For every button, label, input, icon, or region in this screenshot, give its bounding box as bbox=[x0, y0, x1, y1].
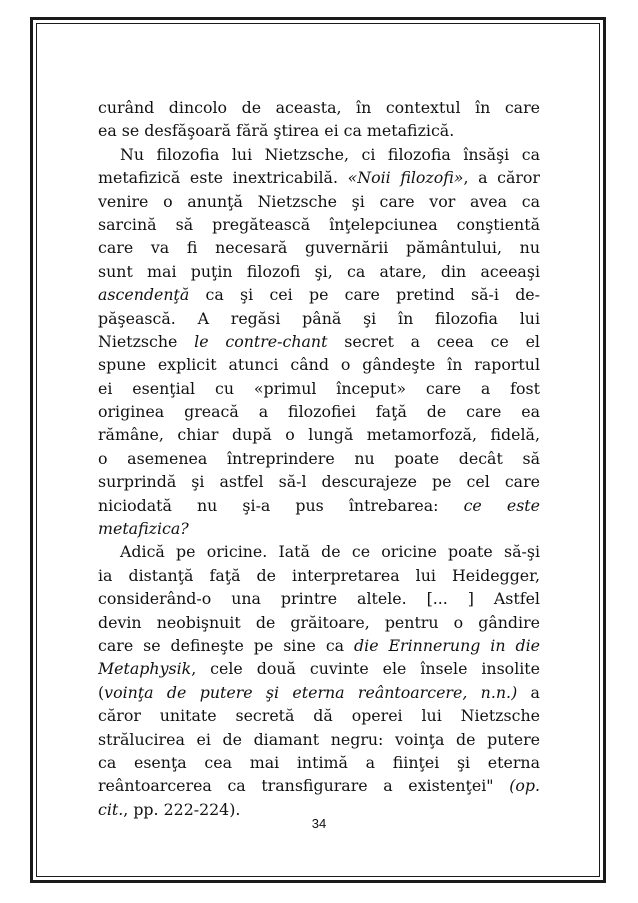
text-segment: ea se desfăşoară fără ştirea ei ca metafizică. bbox=[98, 121, 455, 141]
text-line bbox=[98, 634, 540, 657]
text-segment: , pp. 222-224). bbox=[123, 799, 241, 819]
text-line bbox=[98, 728, 540, 751]
text-line bbox=[98, 166, 540, 189]
text-line bbox=[98, 260, 540, 283]
text-segment: a bbox=[517, 682, 540, 702]
text-segment: o asemenea întreprindere nu poate decât să bbox=[98, 448, 540, 468]
italic-text: ce este bbox=[463, 495, 540, 515]
italic-text: die Erinnerung in die bbox=[354, 635, 540, 655]
text-segment: ( bbox=[98, 682, 105, 702]
text-line bbox=[98, 190, 540, 213]
text-line bbox=[98, 307, 540, 330]
text-segment: care va fi necesară guvernării pământului, nu bbox=[98, 238, 540, 258]
italic-text: ascendenţă bbox=[98, 285, 190, 305]
italic-text: «Noii filozofi» bbox=[347, 168, 464, 188]
text-segment: metafizică este inextricabilă. bbox=[98, 168, 348, 188]
text-segment: Adică pe oricine. Iată de ce oricine poate să-şi bbox=[120, 542, 540, 562]
text-segment: reântoarcerea ca transfigurare a existenţei" bbox=[98, 776, 510, 796]
italic-text: Metaphysik bbox=[98, 659, 192, 679]
text-segment: Nu filozofia lui Nietzsche, ci filozofia însăşi ca bbox=[120, 144, 540, 164]
text-line bbox=[98, 657, 540, 680]
text-line bbox=[98, 143, 540, 166]
text-line bbox=[98, 681, 540, 704]
text-line bbox=[98, 423, 540, 446]
text-line bbox=[98, 213, 540, 236]
text-segment: păşească. A regăsi până şi în filozofia lui bbox=[98, 308, 540, 328]
text-line bbox=[98, 400, 540, 423]
page-number: 34 bbox=[311, 816, 327, 831]
text-segment: devin neobişnuit de grăitoare, pentru o gândire bbox=[98, 612, 540, 632]
text-line bbox=[98, 353, 540, 376]
text-line bbox=[98, 236, 540, 259]
text-segment: sarcină să pregătească înţelepciunea conştientă bbox=[98, 214, 540, 234]
text-segment: ia distanţă faţă de interpretarea lui Heidegger, bbox=[98, 565, 540, 585]
body-text bbox=[98, 96, 540, 821]
text-segment: ca şi cei pe care pretind să-i de- bbox=[189, 285, 540, 305]
text-segment: considerând-o una printre altele. [... ] Astfel bbox=[98, 589, 540, 609]
italic-text: cit. bbox=[98, 799, 124, 819]
text-line bbox=[98, 494, 540, 517]
text-line bbox=[98, 564, 540, 587]
text-segment: strălucirea ei de diamant negru: voinţa de putere bbox=[98, 729, 540, 749]
italic-text: voinţa de putere şi eterna reântoarcere, n.n.) bbox=[104, 682, 518, 702]
text-line bbox=[98, 470, 540, 493]
text-line bbox=[98, 774, 540, 797]
text-segment: niciodată nu şi-a pus întrebarea: bbox=[98, 495, 464, 515]
text-segment: surprindă şi astfel să-l descurajeze pe cel care bbox=[98, 472, 540, 492]
text-line bbox=[98, 540, 540, 563]
italic-text: le contre-chant bbox=[194, 331, 328, 351]
text-segment: care se defineşte pe sine ca bbox=[98, 635, 355, 655]
text-segment: căror unitate secretă dă operei lui Nietzsche bbox=[98, 706, 540, 726]
text-line bbox=[98, 611, 540, 634]
text-segment: , cele două cuvinte ele însele insolite bbox=[191, 659, 540, 679]
text-line bbox=[98, 377, 540, 400]
text-line bbox=[98, 517, 540, 540]
text-segment: originea greacă a filozofiei faţă de care ea bbox=[98, 402, 540, 422]
text-segment: ei esenţial cu «primul început» care a fost bbox=[98, 378, 540, 398]
italic-text: (op. bbox=[509, 776, 540, 796]
text-line bbox=[98, 447, 540, 470]
text-line bbox=[98, 330, 540, 353]
text-segment: Nietzsche bbox=[98, 331, 195, 351]
text-line bbox=[98, 751, 540, 774]
text-segment: curând dincolo de aceasta, în contextul în care bbox=[98, 98, 540, 117]
text-segment: secret a ceea ce el bbox=[327, 331, 540, 351]
text-line bbox=[98, 119, 540, 142]
text-segment: rămâne, chiar după o lungă metamorfoză, fidelă, bbox=[98, 425, 540, 445]
text-segment: sunt mai puţin filozofi şi, ca atare, din aceeaşi bbox=[98, 261, 540, 281]
text-line bbox=[98, 283, 540, 306]
text-segment: , a căror bbox=[463, 168, 540, 188]
text-segment: venire o anunţă Nietzsche şi care vor avea ca bbox=[98, 191, 540, 211]
italic-text: metafizica? bbox=[98, 519, 189, 539]
text-line bbox=[98, 96, 540, 119]
text-line bbox=[98, 587, 540, 610]
text-segment: spune explicit atunci când o gândeşte în raportul bbox=[98, 355, 540, 375]
text-segment: ca esenţa cea mai intimă a fiinţei şi eterna bbox=[98, 752, 540, 772]
text-line bbox=[98, 704, 540, 727]
